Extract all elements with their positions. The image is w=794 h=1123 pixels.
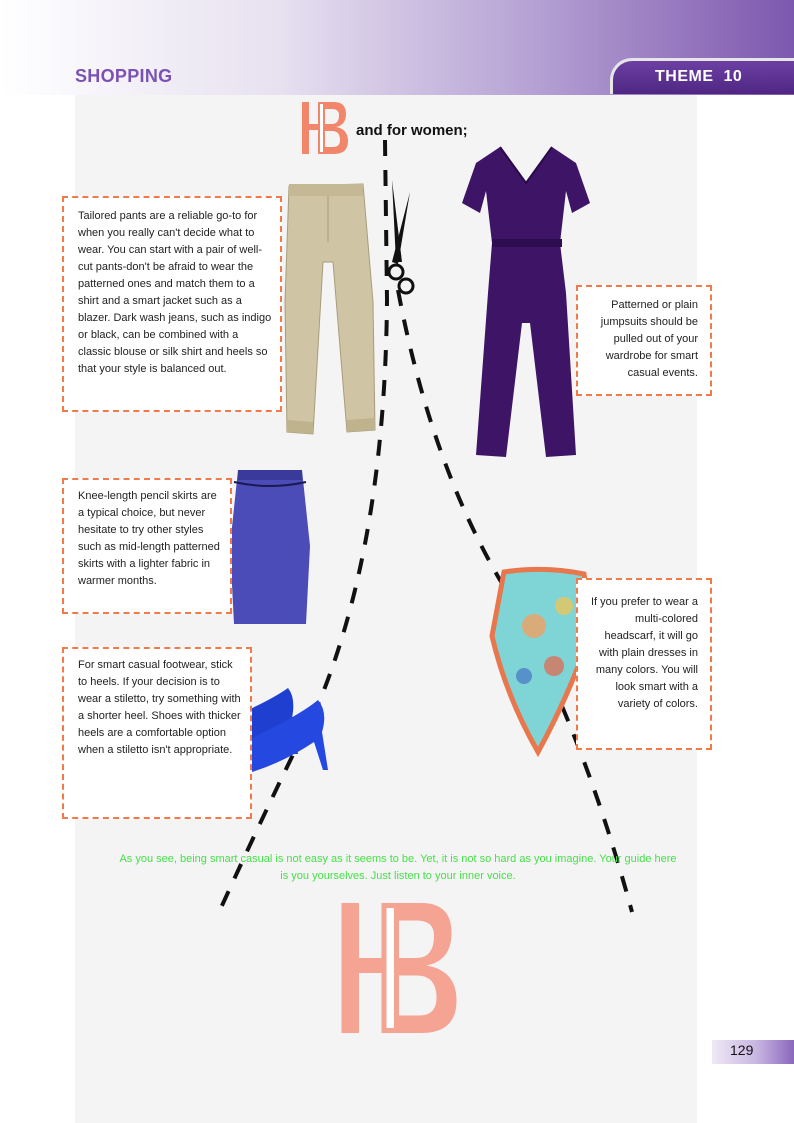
page-number: 129	[730, 1042, 754, 1058]
blue-pencil-skirt-image	[226, 466, 314, 628]
note-headscarf: If you prefer to wear a multi-colored headscarf, it will go with plain dresses in many colors. You will look smart with a variety of colors.	[576, 578, 712, 750]
hb-logo	[300, 100, 350, 156]
closing-text: As you see, being smart casual is not easy as it seems to be. Yet, it is not so hard as you imagine. Your guide here is you yourselves. Just listen to your inner voice.	[119, 853, 677, 882]
note-pencil-skirts: Knee-length pencil skirts are a typical choice, but never hesitate to try other styles such as mid-length patterned skirts with a lighter fabric in warmer months.	[62, 478, 232, 614]
note-jumpsuits: Patterned or plain jumpsuits should be pulled out of your wardrobe for smart casual events.	[576, 285, 712, 396]
hb-logo-large	[336, 898, 462, 1038]
theme-label: THEME	[655, 68, 714, 85]
theme-number: 10	[723, 68, 743, 85]
note-tailored-pants: Tailored pants are a reliable go-to for when you really can't decide what to wear. You can start with a pair of well-cut pants-don't be afraid to wear the patterned ones and match them to a shirt and a smart jacket such as a blazer. Dark wash jeans, such as indigo or black, can be combined with a classic blouse or silk shirt and heels so that your style is balanced out.	[62, 196, 282, 412]
note-footwear: For smart casual footwear, stick to heels. If your decision is to wear a stiletto, try something with a shorter heel. Shoes with thicker heels are a comfortable option when a stiletto isn't appropriate.	[62, 647, 252, 819]
section-title: SHOPPING	[75, 66, 173, 86]
purple-jumpsuit-image	[460, 143, 592, 459]
khaki-pants-image	[277, 182, 379, 444]
heading: and for women;	[356, 122, 468, 139]
scissors-icon	[389, 180, 413, 293]
